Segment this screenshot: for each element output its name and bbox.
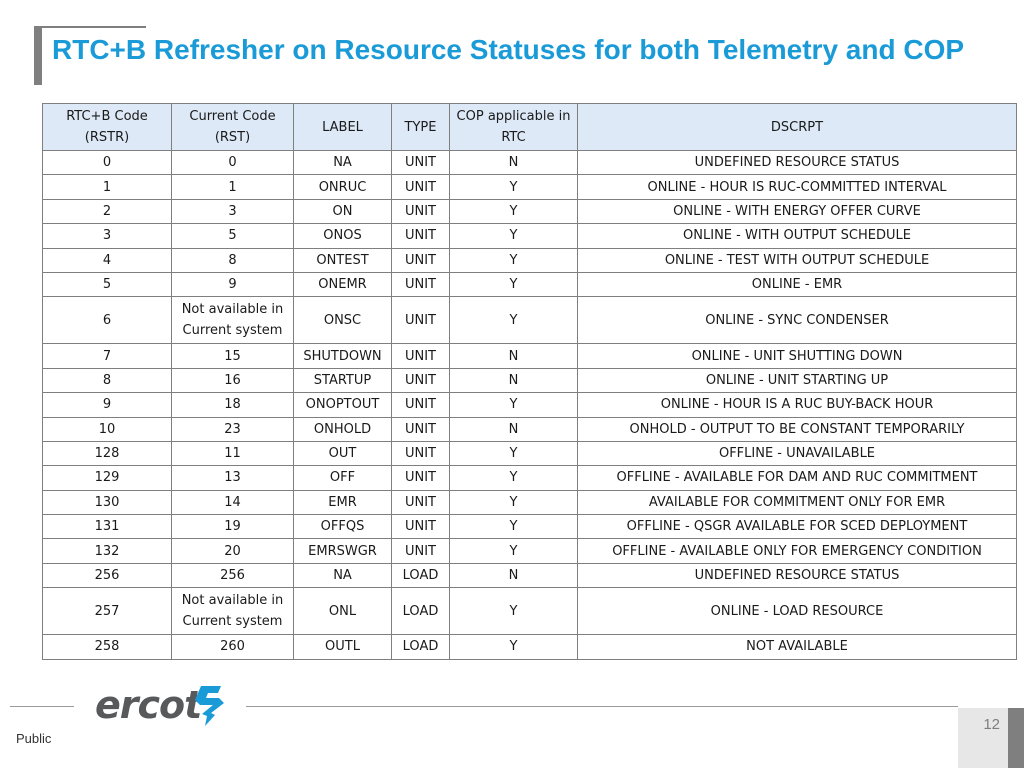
cell-rtcb-code: 132: [43, 539, 172, 563]
cell-label: ONRUC: [294, 175, 392, 199]
table-row: [43, 344, 1017, 368]
cell-rtcb-code: 10: [43, 417, 172, 441]
cell-cop-applicable: Y: [450, 199, 578, 223]
cell-cop-applicable: N: [450, 344, 578, 368]
cell-label: NA: [294, 151, 392, 175]
table-row: [43, 151, 1017, 175]
cell-description: ONHOLD - OUTPUT TO BE CONSTANT TEMPORARILY: [578, 417, 1017, 441]
cell-description: OFFLINE - AVAILABLE FOR DAM AND RUC COMMITMENT: [578, 466, 1017, 490]
cell-current-code: 9: [172, 272, 294, 296]
column-header-current-code: Current Code (RST): [172, 104, 294, 151]
cell-rtcb-code: 5: [43, 272, 172, 296]
cell-current-code: 16: [172, 368, 294, 392]
cell-description: NOT AVAILABLE: [578, 635, 1017, 659]
cell-rtcb-code: 257: [43, 588, 172, 635]
cell-rtcb-code: 2: [43, 199, 172, 223]
table-row: [43, 466, 1017, 490]
page-number-accent: [1008, 708, 1024, 768]
cell-current-code: 3: [172, 199, 294, 223]
cell-type: UNIT: [392, 539, 450, 563]
cell-label: ONOS: [294, 224, 392, 248]
cell-cop-applicable: Y: [450, 588, 578, 635]
cell-cop-applicable: Y: [450, 248, 578, 272]
cell-label: ONTEST: [294, 248, 392, 272]
cell-cop-applicable: Y: [450, 466, 578, 490]
cell-description: ONLINE - TEST WITH OUTPUT SCHEDULE: [578, 248, 1017, 272]
cell-current-code: 8: [172, 248, 294, 272]
cell-cop-applicable: N: [450, 563, 578, 587]
cell-type: UNIT: [392, 393, 450, 417]
cell-label: ONHOLD: [294, 417, 392, 441]
table-row: [43, 563, 1017, 587]
cell-label: OFFQS: [294, 515, 392, 539]
cell-rtcb-code: 129: [43, 466, 172, 490]
ercot-texas-bolt-icon: [191, 683, 229, 729]
cell-label: ON: [294, 199, 392, 223]
cell-label: ONSC: [294, 297, 392, 344]
classification-label: Public: [16, 731, 52, 746]
cell-cop-applicable: Y: [450, 539, 578, 563]
cell-description: ONLINE - EMR: [578, 272, 1017, 296]
cell-cop-applicable: N: [450, 151, 578, 175]
table-row: [43, 588, 1017, 635]
cell-description: ONLINE - UNIT STARTING UP: [578, 368, 1017, 392]
cell-label: EMRSWGR: [294, 539, 392, 563]
title-accent-line: [34, 26, 146, 28]
cell-current-code: Not available in Current system: [172, 297, 294, 344]
table-row: [43, 272, 1017, 296]
cell-cop-applicable: Y: [450, 515, 578, 539]
cell-current-code: 14: [172, 490, 294, 514]
resource-status-table: [42, 103, 1017, 660]
cell-cop-applicable: Y: [450, 490, 578, 514]
cell-label: ONL: [294, 588, 392, 635]
title-accent-bar: [34, 26, 42, 85]
cell-cop-applicable: N: [450, 368, 578, 392]
cell-current-code: 256: [172, 563, 294, 587]
footer-divider-right: [246, 706, 958, 707]
cell-type: UNIT: [392, 175, 450, 199]
cell-type: UNIT: [392, 344, 450, 368]
cell-type: UNIT: [392, 297, 450, 344]
cell-rtcb-code: 9: [43, 393, 172, 417]
table-row: [43, 490, 1017, 514]
column-header-description: DSCRPT: [578, 104, 1017, 151]
cell-description: UNDEFINED RESOURCE STATUS: [578, 151, 1017, 175]
cell-rtcb-code: 3: [43, 224, 172, 248]
cell-current-code: 260: [172, 635, 294, 659]
table-row: [43, 393, 1017, 417]
cell-cop-applicable: Y: [450, 272, 578, 296]
cell-cop-applicable: Y: [450, 635, 578, 659]
cell-rtcb-code: 1: [43, 175, 172, 199]
table-row: [43, 248, 1017, 272]
cell-type: UNIT: [392, 151, 450, 175]
table-row: [43, 199, 1017, 223]
table-body: [43, 151, 1017, 660]
column-header-rtcb-code: RTC+B Code (RSTR): [43, 104, 172, 151]
cell-type: UNIT: [392, 224, 450, 248]
table-row: [43, 441, 1017, 465]
cell-description: ONLINE - HOUR IS A RUC BUY-BACK HOUR: [578, 393, 1017, 417]
cell-label: SHUTDOWN: [294, 344, 392, 368]
footer-divider-left: [10, 706, 74, 707]
cell-description: UNDEFINED RESOURCE STATUS: [578, 563, 1017, 587]
cell-current-code: 5: [172, 224, 294, 248]
cell-current-code: 18: [172, 393, 294, 417]
column-header-label: LABEL: [294, 104, 392, 151]
cell-type: LOAD: [392, 635, 450, 659]
cell-description: AVAILABLE FOR COMMITMENT ONLY FOR EMR: [578, 490, 1017, 514]
table-row: [43, 417, 1017, 441]
cell-label: EMR: [294, 490, 392, 514]
cell-cop-applicable: N: [450, 417, 578, 441]
cell-type: UNIT: [392, 417, 450, 441]
cell-current-code: 11: [172, 441, 294, 465]
cell-rtcb-code: 131: [43, 515, 172, 539]
page-number: 12: [983, 716, 1000, 733]
cell-description: ONLINE - WITH ENERGY OFFER CURVE: [578, 199, 1017, 223]
cell-label: OUT: [294, 441, 392, 465]
cell-description: ONLINE - LOAD RESOURCE: [578, 588, 1017, 635]
cell-rtcb-code: 130: [43, 490, 172, 514]
cell-rtcb-code: 256: [43, 563, 172, 587]
cell-description: OFFLINE - AVAILABLE ONLY FOR EMERGENCY CONDITION: [578, 539, 1017, 563]
table-row: [43, 635, 1017, 659]
cell-label: ONEMR: [294, 272, 392, 296]
table-row: [43, 224, 1017, 248]
cell-type: UNIT: [392, 272, 450, 296]
cell-rtcb-code: 0: [43, 151, 172, 175]
table-header-row: [43, 104, 1017, 151]
cell-label: OFF: [294, 466, 392, 490]
cell-cop-applicable: Y: [450, 297, 578, 344]
cell-type: UNIT: [392, 515, 450, 539]
column-header-cop-applicable: COP applicable in RTC: [450, 104, 578, 151]
logo-wordmark: ercot: [95, 683, 202, 727]
cell-label: STARTUP: [294, 368, 392, 392]
table-row: [43, 539, 1017, 563]
table-row: [43, 368, 1017, 392]
page-title: RTC+B Refresher on Resource Statuses for both Telemetry and COP: [52, 34, 965, 65]
cell-cop-applicable: Y: [450, 393, 578, 417]
cell-description: OFFLINE - UNAVAILABLE: [578, 441, 1017, 465]
table-row: [43, 297, 1017, 344]
cell-description: ONLINE - UNIT SHUTTING DOWN: [578, 344, 1017, 368]
cell-rtcb-code: 258: [43, 635, 172, 659]
cell-current-code: 13: [172, 466, 294, 490]
cell-current-code: Not available in Current system: [172, 588, 294, 635]
column-header-type: TYPE: [392, 104, 450, 151]
cell-type: UNIT: [392, 199, 450, 223]
cell-rtcb-code: 128: [43, 441, 172, 465]
cell-label: ONOPTOUT: [294, 393, 392, 417]
cell-cop-applicable: Y: [450, 224, 578, 248]
cell-type: UNIT: [392, 248, 450, 272]
cell-rtcb-code: 6: [43, 297, 172, 344]
cell-label: NA: [294, 563, 392, 587]
cell-current-code: 20: [172, 539, 294, 563]
cell-rtcb-code: 4: [43, 248, 172, 272]
cell-current-code: 15: [172, 344, 294, 368]
cell-current-code: 23: [172, 417, 294, 441]
cell-type: UNIT: [392, 466, 450, 490]
table-row: [43, 175, 1017, 199]
cell-type: UNIT: [392, 441, 450, 465]
cell-current-code: 19: [172, 515, 294, 539]
cell-current-code: 0: [172, 151, 294, 175]
cell-description: OFFLINE - QSGR AVAILABLE FOR SCED DEPLOYMENT: [578, 515, 1017, 539]
cell-cop-applicable: Y: [450, 175, 578, 199]
cell-label: OUTL: [294, 635, 392, 659]
cell-description: ONLINE - WITH OUTPUT SCHEDULE: [578, 224, 1017, 248]
cell-description: ONLINE - HOUR IS RUC-COMMITTED INTERVAL: [578, 175, 1017, 199]
ercot-logo: [95, 683, 230, 729]
cell-rtcb-code: 8: [43, 368, 172, 392]
cell-current-code: 1: [172, 175, 294, 199]
cell-type: LOAD: [392, 588, 450, 635]
cell-type: LOAD: [392, 563, 450, 587]
table-row: [43, 515, 1017, 539]
cell-description: ONLINE - SYNC CONDENSER: [578, 297, 1017, 344]
cell-rtcb-code: 7: [43, 344, 172, 368]
cell-type: UNIT: [392, 490, 450, 514]
cell-type: UNIT: [392, 368, 450, 392]
cell-cop-applicable: Y: [450, 441, 578, 465]
